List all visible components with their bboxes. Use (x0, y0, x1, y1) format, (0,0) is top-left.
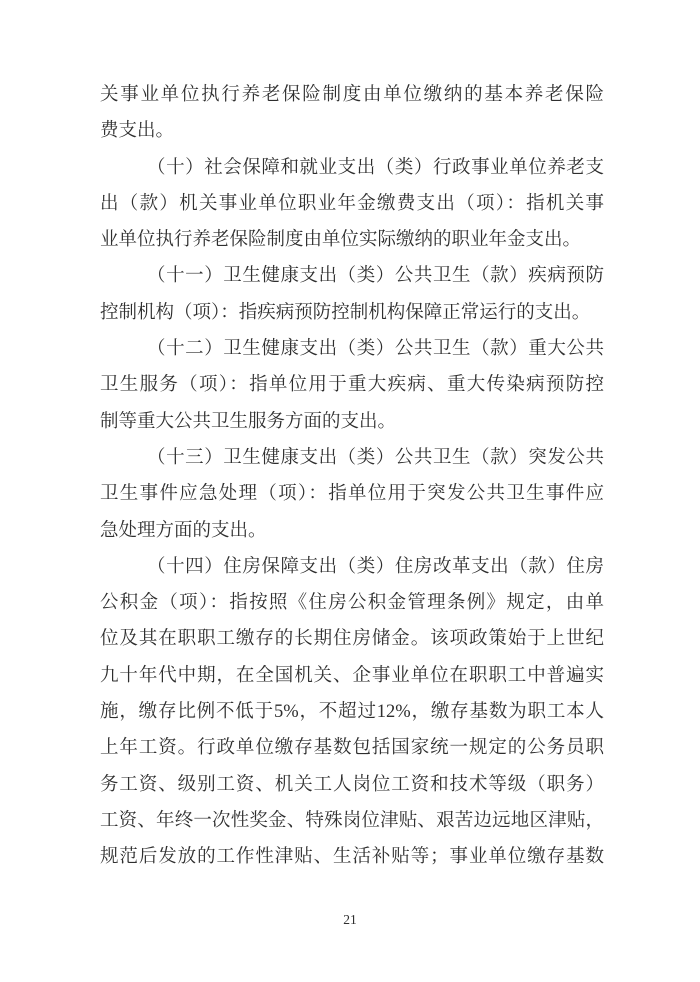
text-line: 控制机构（项）：指疾病预防控制机构保障正常运行的支出。 (100, 302, 591, 323)
text-line: 出（款）机关事业单位职业年金缴费支出（项）：指机关事 (100, 193, 604, 214)
text-line: 位及其在职职工缴存的长期住房储金。该项政策始于上世纪 (100, 629, 604, 650)
text-line: 急处理方面的支出。 (100, 520, 267, 541)
text-line: 施，缴存比例不低于5%，不超过12%，缴存基数为职工本人 (100, 702, 604, 723)
text-line: 卫生服务（项）：指单位用于重大疾病、重大传染病预防控 (100, 375, 604, 396)
text-line: 公积金（项）：指按照《住房公积金管理条例》规定，由单 (100, 593, 604, 614)
text-line: 关事业单位执行养老保险制度由单位缴纳的基本养老保险 (100, 85, 604, 105)
text-line: 业单位执行养老保险制度由单位实际缴纳的职业年金支出。 (100, 230, 582, 251)
text-line: 九十年代中期，在全国机关、企事业单位在职职工中普遍实 (100, 665, 604, 686)
page-number: 21 (343, 912, 357, 927)
document-body (100, 77, 604, 876)
text-line: 费支出。 (100, 121, 175, 142)
text-line: 卫生事件应急处理（项）：指单位用于突发公共卫生事件应 (100, 484, 604, 505)
text-line: （十四）住房保障支出（类）住房改革支出（款）住房 (147, 556, 604, 577)
text-line: （十）社会保障和就业支出（类）行政事业单位养老支 (147, 157, 604, 178)
text-line: 制等重大公共卫生服务方面的支出。 (100, 411, 397, 432)
text-line: （十一）卫生健康支出（类）公共卫生（款）疾病预防 (147, 266, 604, 287)
text-line: （十三）卫生健康支出（类）公共卫生（款）突发公共 (147, 447, 604, 468)
text-line: 务工资、级别工资、机关工人岗位工资和技术等级（职务） (100, 774, 604, 795)
text-line: （十二）卫生健康支出（类）公共卫生（款）重大公共 (147, 339, 604, 360)
text-line: 上年工资。行政单位缴存基数包括国家统一规定的公务员职 (100, 738, 604, 759)
text-line: 工资、年终一次性奖金、特殊岗位津贴、艰苦边远地区津贴， (100, 810, 604, 831)
text-line: 规范后发放的工作性津贴、生活补贴等；事业单位缴存基数 (100, 847, 604, 868)
